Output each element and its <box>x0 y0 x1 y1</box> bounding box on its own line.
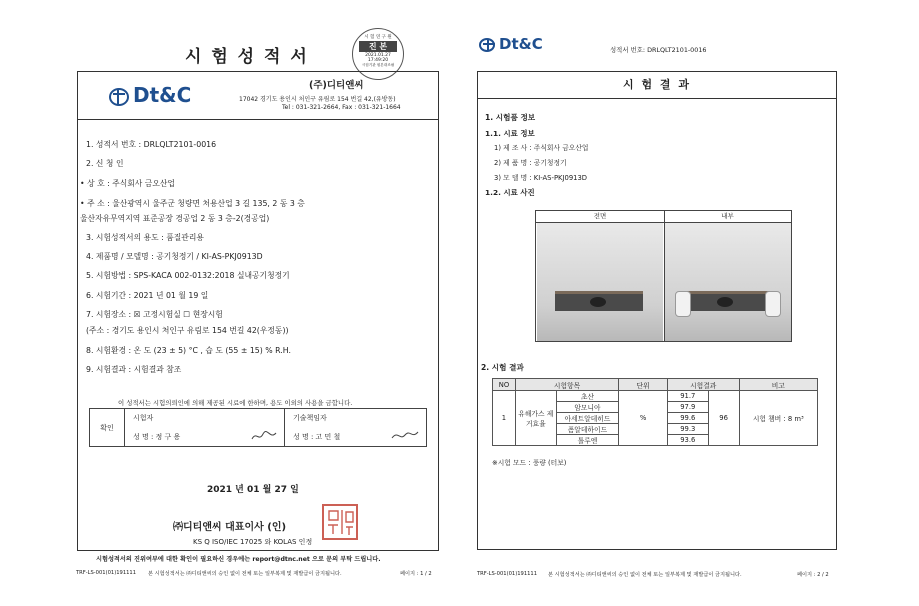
info-model: 3) 모 델 명 : KI-AS-PKJ0913D <box>494 174 588 182</box>
right-title-bar: 시 험 결 과 <box>477 71 837 99</box>
cell-value-4: 93.6 <box>667 435 708 446</box>
right-dtnc-logo: Dt&C <box>479 35 543 53</box>
seal-line2: 진 본 <box>359 41 397 52</box>
cell-value-3: 99.3 <box>667 424 708 435</box>
item-report-no: 1. 성적서 번호 : DRLQLT2101-0016 <box>86 140 217 149</box>
cell-gas-4: 톨루엔 <box>556 435 619 446</box>
verify-notice: 시험성적서의 진위여부에 대한 확인이 필요하신 경우에는 report@dtnc.net 으로 문의 부탁 드립니다. <box>96 556 381 563</box>
section-sample-info: 1. 시험품 정보 <box>485 113 536 122</box>
item-period: 6. 시험기간 : 2021 년 01 월 19 일 <box>86 291 209 300</box>
cell-gas-3: 폼알데하이드 <box>556 424 619 435</box>
cell-note: 시험 챔버 : 8 m³ <box>739 391 817 446</box>
cell-total: 96 <box>708 391 739 446</box>
tester-title: 시험자 <box>125 409 285 428</box>
item-address: • 주 소 : 울산광역시 울주군 청량면 처용산업 3 길 135, 2 동 3 층 <box>80 199 305 208</box>
cell-value-1: 97.9 <box>667 402 708 413</box>
info-manufacturer: 1) 제 조 사 : 주식회사 금오산업 <box>494 144 589 152</box>
ceo-signature-line: ㈜디티앤씨 대표이사 (인) <box>173 522 287 533</box>
dtnc-logo: Dt&C <box>109 83 191 107</box>
info-product: 2) 제 품 명 : 공기청정기 <box>494 159 567 167</box>
section-sample-detail: 1.1. 시료 정보 <box>485 129 535 138</box>
tester-signature <box>250 430 278 442</box>
item-applicant: 2. 신 청 인 <box>86 159 124 168</box>
right-report-no: 성적서 번호: DRLQLT2101-0016 <box>610 46 707 54</box>
issue-date: 2021 년 01 월 27 일 <box>207 485 299 495</box>
accreditation-text: KS Q ISO/IEC 17025 와 KOLAS 인정 <box>193 538 313 546</box>
right-footer-page: 페이지 : 2 / 2 <box>797 572 829 578</box>
cell-unit: % <box>619 391 668 446</box>
left-footer-page: 페이지 : 1 / 2 <box>400 571 432 577</box>
photo-table <box>535 210 792 342</box>
cell-value-2: 99.6 <box>667 413 708 424</box>
usage-notice: 이 성적서는 시험의뢰인에 의해 제공된 시료에 한하며, 용도 이외의 사용을 금합니다. <box>118 399 353 407</box>
right-footer-text: 본 시험성적서는 ㈜디티앤씨의 승인 없이 전체 또는 일부복제 및 재발급이 금지됩니다. <box>548 572 742 578</box>
seal-line1: 시 험 연 구 원 <box>364 35 392 40</box>
cell-gas-1: 암모니아 <box>556 402 619 413</box>
tester-name: 성 명 : 정 구 용 <box>125 428 285 447</box>
company-stamp <box>322 504 358 540</box>
result-table <box>492 378 818 446</box>
item-result: 9. 시험결과 : 시험결과 참조 <box>86 365 182 374</box>
right-dtnc-logo-icon <box>479 38 495 52</box>
seal-line5: 시험기관 원본대조필 <box>361 63 395 67</box>
company-address: 17042 경기도 용인시 처인구 유림로 154 번길 42,(유방동) <box>239 96 396 103</box>
inside-photo <box>665 223 791 341</box>
photo-label-front: 전면 <box>536 211 665 223</box>
manager-signature <box>390 430 420 442</box>
filter-right <box>765 291 781 317</box>
photo-label-inside: 내부 <box>664 211 791 223</box>
dtnc-logo-icon <box>109 88 129 106</box>
front-photo <box>537 223 663 341</box>
item-place: 7. 시험장소 : ☒ 고정시험실 ☐ 현장시험 <box>86 310 223 319</box>
manager-title: 기술책임자 <box>285 409 427 428</box>
th-no: NO <box>493 379 516 391</box>
test-mode-note: ※시험 모드 : 풍량 (터보) <box>492 459 567 467</box>
seal-line4: 17:49:20 <box>367 58 389 63</box>
cell-no: 1 <box>493 391 516 446</box>
manager-name: 성 명 : 고 민 철 <box>285 428 427 447</box>
item-place-address: (주소 : 경기도 용인시 처인구 유림로 154 번길 42(우정동)) <box>86 326 289 335</box>
cell-value-0: 91.7 <box>667 391 708 402</box>
confirm-table <box>89 408 427 447</box>
th-note: 비고 <box>739 379 817 391</box>
company-name: (주)디티앤씨 <box>309 80 364 91</box>
th-unit: 단위 <box>619 379 668 391</box>
item-usage: 3. 시험성적서의 용도 : 품질관리용 <box>86 233 204 242</box>
left-footer-text: 본 시험성적서는 ㈜디티앤씨의 승인 없이 전체 또는 일부복제 및 재발급이 금지됩니다. <box>148 571 342 577</box>
cell-item: 유해가스 제거효율 <box>515 391 556 446</box>
section-test-result: 2. 시험 결과 <box>481 363 524 372</box>
item-address-2: 울산자유무역지역 표준공장 경공업 2 동 3 층-2(경공업) <box>80 214 270 223</box>
company-tel-fax: Tel : 031-321-2664, Fax : 031-321-1664 <box>282 104 401 111</box>
cell-gas-2: 아세트알데히드 <box>556 413 619 424</box>
item-method: 5. 시험방법 : SPS-KACA 002-0132:2018 실내공기청정기 <box>86 271 290 280</box>
left-header <box>77 71 439 120</box>
section-sample-photo: 1.2. 시료 사진 <box>485 188 535 197</box>
confirm-label: 확인 <box>90 409 125 447</box>
cell-gas-0: 초산 <box>556 391 619 402</box>
left-footer-code: TRF-LS-001(01)191111 <box>76 570 137 576</box>
filter-left <box>675 291 691 317</box>
item-environment: 8. 시험환경 : 온 도 (23 ± 5) °C , 습 도 (55 ± 15) % R.H. <box>86 346 291 355</box>
item-product: 4. 제품명 / 모델명 : 공기청정기 / KI-AS-PKJ0913D <box>86 252 263 261</box>
th-item: 시험항목 <box>515 379 618 391</box>
report-title: 시 험 성 적 서 <box>185 47 309 67</box>
stamp-pattern-icon <box>324 506 356 538</box>
th-result: 시험결과 <box>667 379 739 391</box>
right-footer-code: TRF-LS-001(01)191111 <box>477 571 538 577</box>
item-company: • 상 호 : 주식회사 금오산업 <box>80 179 175 188</box>
seal-line3: 2021.01.27 <box>365 53 391 58</box>
